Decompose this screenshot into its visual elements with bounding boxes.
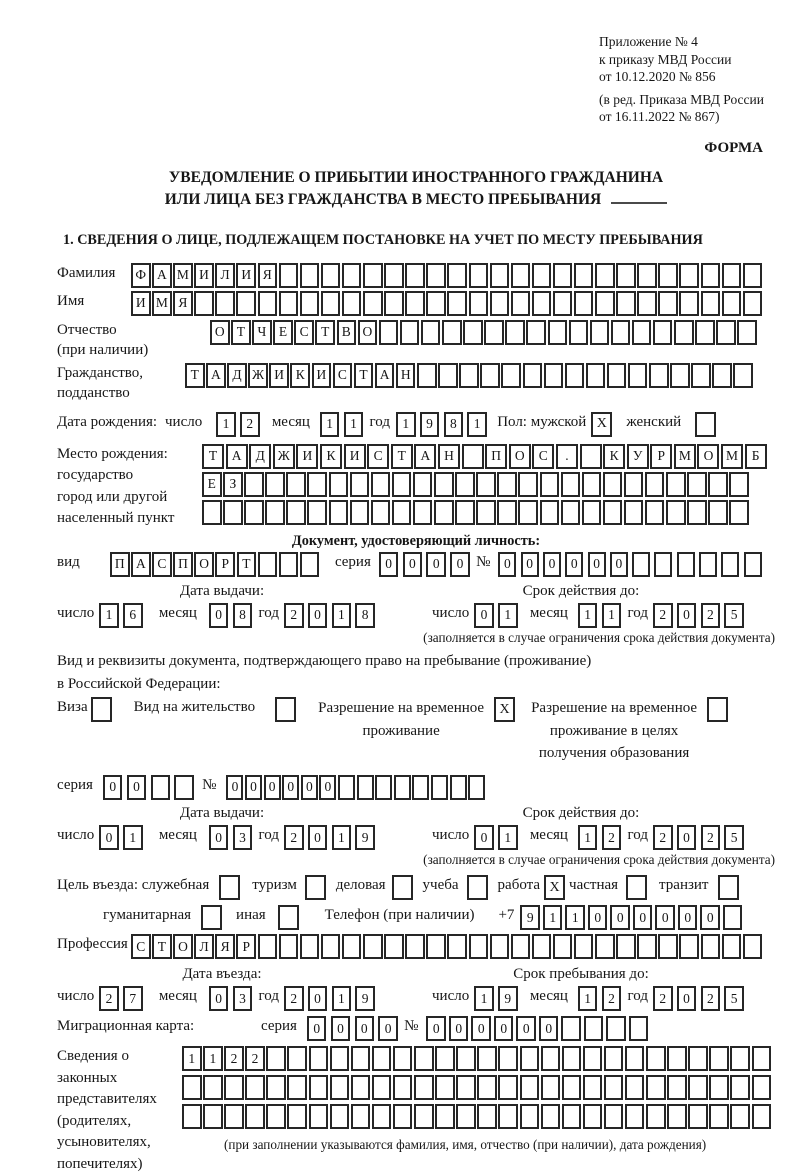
- birthplace-cells-column: [202, 444, 768, 525]
- form-title-line1: УВЕДОМЛЕНИЕ О ПРИБЫТИИ ИНОСТРАННОГО ГРАЖДАНИНА: [168, 168, 664, 186]
- visa-label: Виза: [57, 699, 88, 716]
- res-number-cells[interactable]: 0 0 0 0 0 0: [226, 775, 486, 800]
- res-valid-until-label: Срок действия до:: [522, 804, 640, 821]
- checkbox-purpose-business[interactable]: [392, 875, 413, 900]
- stay-until-col: [387, 964, 775, 1011]
- doc-valid-month-label: месяц: [529, 604, 568, 621]
- purpose-humanitarian-label: гуманитарная: [103, 907, 192, 924]
- doc-valid-day-cells[interactable]: 0 1: [474, 603, 522, 628]
- appendix-line-1: Приложение № 4: [599, 34, 698, 49]
- res-issue-date-col: [57, 803, 387, 850]
- checkbox-sex-male[interactable]: X: [591, 412, 612, 437]
- given-name-cells[interactable]: И М Я: [131, 291, 764, 316]
- legal-reps-cells-column: [182, 1046, 773, 1153]
- citizenship-label-line2: подданство: [57, 384, 130, 401]
- residence-doc-text-1: Вид и реквизиты документа, подтверждающего право на пребывание (проживание): [57, 652, 592, 669]
- birthplace-label: [57, 444, 202, 530]
- entry-dates-block: [57, 964, 775, 1011]
- entry-year-cells[interactable]: 2 0 1 9: [284, 986, 379, 1011]
- birthplace-label-line2: государство: [57, 467, 134, 484]
- entry-day-cells[interactable]: 2 7: [99, 986, 147, 1011]
- legal-reps-note: (при заполнении указываются фамилия, имя, отчество (при наличии), дата рождения): [224, 1137, 707, 1153]
- temp-residence-label-line2: проживание: [362, 722, 440, 739]
- doc-valid-month-cells[interactable]: 1 1: [578, 603, 626, 628]
- stay-until-label: Срок пребывания до:: [513, 966, 649, 983]
- legal-reps-label: [57, 1046, 182, 1175]
- entry-year-label: год: [258, 988, 279, 1005]
- field-migration-card: [57, 1016, 775, 1041]
- phone-prefix: +7: [498, 907, 515, 924]
- doc-issue-date-label: Дата выдачи:: [179, 582, 265, 599]
- res-valid-year-label: год: [627, 827, 648, 844]
- legal-reps-label-line2: законных: [57, 1069, 118, 1086]
- form-title-line2: ИЛИ ЛИЦА БЕЗ ГРАЖДАНСТВА В МЕСТО ПРЕБЫВАНИЯ: [164, 191, 602, 209]
- doc-series-label: серия: [334, 553, 371, 570]
- legal-reps-cells-row3[interactable]: [182, 1104, 773, 1129]
- mig-number-cells[interactable]: 0 0 0 0 0 0: [426, 1016, 651, 1041]
- field-identity-doc: [57, 552, 775, 577]
- form-title: [57, 167, 775, 212]
- field-purpose-extra-phone: [103, 905, 775, 930]
- doc-valid-year-cells[interactable]: 2 0 2 5: [653, 603, 748, 628]
- entry-date-row: [57, 986, 387, 1011]
- res-issue-date-row: [57, 825, 387, 850]
- legal-reps-label-line3: представителях: [57, 1091, 157, 1108]
- res-valid-until-col: [387, 803, 775, 868]
- checkbox-purpose-tourism[interactable]: [305, 875, 326, 900]
- citizenship-label: [57, 363, 185, 403]
- birth-month-cells[interactable]: 1 1: [320, 412, 368, 437]
- checkbox-purpose-other[interactable]: [278, 905, 299, 930]
- profession-label: Профессия: [57, 936, 128, 953]
- birthplace-label-line3: город или другой: [57, 488, 168, 505]
- res-dates-block: [57, 803, 775, 868]
- birth-year-cells[interactable]: 1 9 8 1: [396, 412, 491, 437]
- legal-reps-cells-row1[interactable]: 1 1 2 2: [182, 1046, 773, 1071]
- checkbox-residence-permit[interactable]: [275, 697, 296, 722]
- entry-date-col: [57, 964, 387, 1011]
- patronymic-cells[interactable]: О Т Ч Е С Т В О: [210, 320, 758, 345]
- temp-residence-edu-line3: получения образования: [538, 745, 690, 762]
- purpose-business-label: деловая: [335, 877, 386, 894]
- doc-dates-block: [57, 581, 775, 646]
- res-valid-year-cells[interactable]: 2 0 2 5: [653, 825, 748, 850]
- residence-doc-options: [57, 697, 775, 765]
- doc-valid-until-col: [387, 581, 775, 646]
- field-surname: [57, 263, 775, 288]
- phone-cells[interactable]: 9 1 1 0 0 0 0 0 0: [520, 905, 745, 930]
- stay-year-cells[interactable]: 2 0 2 5: [653, 986, 748, 1011]
- doc-number-label: №: [476, 553, 491, 570]
- appendix-block: [599, 33, 775, 126]
- citizenship-label-line1: Гражданство,: [57, 364, 144, 381]
- checkbox-purpose-humanitarian[interactable]: [201, 905, 222, 930]
- doc-series-cells[interactable]: 0 0 0 0: [379, 552, 474, 577]
- purpose-official-label: Цель въезда: служебная: [57, 877, 210, 894]
- birthplace-cells-row1[interactable]: Т А Д Ж И К И С Т А Н П О С . К У Р М О М Б: [202, 444, 768, 469]
- purpose-work-label: работа: [497, 877, 541, 894]
- field-birthplace: [57, 444, 775, 530]
- birth-day-cells[interactable]: 1 2: [216, 412, 264, 437]
- res-issue-month-cells[interactable]: 0 3: [209, 825, 257, 850]
- patronymic-label: [57, 320, 210, 360]
- field-entry-purpose: [57, 875, 775, 900]
- doc-issue-month-label: месяц: [158, 604, 197, 621]
- field-given-name: [57, 291, 775, 316]
- field-patronymic: [57, 320, 775, 360]
- patronymic-label-line1: Отчество: [57, 321, 117, 338]
- birthplace-cells-row3[interactable]: [202, 500, 768, 525]
- doc-issue-month-cells[interactable]: 0 8: [209, 603, 257, 628]
- mig-series-cells[interactable]: 0 0 0 0: [307, 1016, 402, 1041]
- appendix-line-3: от 10.12.2020 № 856: [599, 69, 716, 85]
- res-valid-month-label: месяц: [529, 827, 568, 844]
- residence-permit-label: Вид на жительство: [133, 699, 256, 716]
- stay-until-row: [432, 986, 775, 1011]
- res-issue-year-label: год: [258, 827, 279, 844]
- stay-month-cells[interactable]: 1 2: [578, 986, 626, 1011]
- stay-year-label: год: [627, 988, 648, 1005]
- forma-label: ФОРМА: [704, 139, 763, 156]
- temp-residence-label-line1: Разрешение на временное: [318, 700, 485, 717]
- purpose-tourism-label: туризм: [252, 877, 297, 894]
- doc-issue-year-label: год: [258, 604, 279, 621]
- doc-valid-until-label: Срок действия до:: [522, 582, 640, 599]
- checkbox-purpose-study[interactable]: [467, 875, 488, 900]
- field-birth-date: [57, 412, 775, 437]
- checkbox-visa[interactable]: [91, 697, 112, 722]
- res-series-label: серия: [57, 776, 93, 793]
- residence-doc-text-2: в Российской Федерации:: [57, 676, 221, 693]
- checkbox-purpose-work[interactable]: X: [544, 875, 565, 900]
- doc-issue-day-label: число: [57, 604, 95, 621]
- entry-date-label: Дата въезда:: [182, 966, 262, 983]
- purpose-other-label: иная: [236, 907, 266, 924]
- checkbox-temp-residence-edu[interactable]: [707, 697, 728, 722]
- temp-residence-edu-line1: Разрешение на временное: [531, 700, 698, 717]
- checkbox-temp-residence[interactable]: X: [494, 697, 515, 722]
- res-issue-day-label: число: [57, 827, 95, 844]
- birthplace-label-line1: Место рождения:: [57, 445, 168, 462]
- legal-reps-label-line1: Сведения о: [57, 1048, 129, 1065]
- purpose-transit-label: транзит: [659, 877, 709, 894]
- checkbox-purpose-official[interactable]: [219, 875, 240, 900]
- res-valid-day-label: число: [432, 827, 470, 844]
- doc-issue-date-row: [57, 603, 387, 628]
- checkbox-purpose-transit[interactable]: [718, 875, 739, 900]
- field-legal-representatives: [57, 1046, 775, 1175]
- sex-male-label: Пол: мужской: [497, 413, 587, 430]
- phone-label: Телефон (при наличии): [324, 907, 475, 924]
- legal-reps-cells-row2[interactable]: [182, 1075, 773, 1100]
- birthplace-label-line4: населенный пункт: [57, 510, 175, 527]
- edition-line-2: от 16.11.2022 № 867): [599, 109, 720, 125]
- section1-heading: 1. СВЕДЕНИЯ О ЛИЦЕ, ПОДЛЕЖАЩЕМ ПОСТАНОВКЕ НА УЧЕТ ПО МЕСТУ ПРЕБЫВАНИЯ: [63, 231, 703, 248]
- legal-reps-label-line5: усыновителях,: [57, 1134, 151, 1151]
- entry-day-label: число: [57, 988, 95, 1005]
- res-valid-note: (заполняется в случае ограничения срока действия документа): [423, 852, 775, 868]
- doc-kind-label: вид: [57, 553, 80, 570]
- doc-issue-date-col: [57, 581, 387, 628]
- citizenship-cells[interactable]: Т А Д Ж И К И С Т А Н: [185, 363, 755, 388]
- checkbox-sex-female[interactable]: [695, 412, 716, 437]
- mig-number-label: №: [404, 1018, 419, 1035]
- stay-day-label: число: [432, 988, 470, 1005]
- appendix-line-2: к приказу МВД России: [599, 51, 732, 67]
- doc-valid-until-row: [432, 603, 775, 628]
- purpose-private-label: частная: [569, 877, 619, 894]
- mig-series-label: серия: [261, 1018, 297, 1035]
- res-issue-year-cells[interactable]: 2 0 1 9: [284, 825, 379, 850]
- res-issue-day-cells[interactable]: 0 1: [99, 825, 147, 850]
- res-number-label: №: [202, 776, 217, 793]
- res-valid-day-cells[interactable]: 0 1: [474, 825, 522, 850]
- sex-female-label: женский: [626, 413, 682, 430]
- patronymic-label-line2: (при наличии): [57, 341, 149, 358]
- birth-day-label: число: [165, 413, 203, 430]
- identity-doc-heading: Документ, удостоверяющий личность:: [291, 532, 541, 549]
- birth-year-label: год: [369, 413, 390, 430]
- res-issue-month-label: месяц: [158, 827, 197, 844]
- doc-number-cells[interactable]: 0 0 0 0 0 0: [498, 552, 766, 577]
- legal-reps-label-line4: (родителях,: [57, 1112, 132, 1129]
- doc-valid-note: (заполняется в случае ограничения срока действия документа): [423, 629, 775, 645]
- field-res-doc-series: [57, 775, 775, 800]
- birth-date-label: Дата рождения:: [57, 413, 158, 430]
- title-blank-line: [611, 191, 667, 204]
- temp-residence-edu-label: [531, 697, 697, 765]
- field-profession: [57, 934, 775, 959]
- entry-month-label: месяц: [158, 988, 197, 1005]
- stay-month-label: месяц: [529, 988, 568, 1005]
- birthplace-cells-row2[interactable]: Е З: [202, 472, 768, 497]
- surname-label: Фамилия: [57, 264, 116, 281]
- legal-reps-label-line6: попечителях): [57, 1155, 143, 1172]
- doc-issue-year-cells[interactable]: 2 0 1 8: [284, 603, 379, 628]
- res-series-cells[interactable]: 0 0: [103, 775, 198, 800]
- profession-cells[interactable]: С Т О Л Я Р: [131, 934, 764, 959]
- temp-residence-edu-line2: проживание в целях: [549, 722, 679, 739]
- edition-line-1: (в ред. Приказа МВД России: [599, 91, 764, 107]
- doc-issue-day-cells[interactable]: 1 6: [99, 603, 147, 628]
- migration-card-label: Миграционная карта:: [57, 1018, 195, 1035]
- given-name-label: Имя: [57, 292, 85, 309]
- res-valid-until-row: [432, 825, 775, 850]
- stay-day-cells[interactable]: 1 9: [474, 986, 522, 1011]
- doc-kind-cells[interactable]: П А С П О Р Т: [110, 552, 321, 577]
- res-issue-date-label: Дата выдачи:: [179, 804, 265, 821]
- doc-valid-year-label: год: [627, 604, 648, 621]
- birth-month-label: месяц: [271, 413, 310, 430]
- doc-valid-day-label: число: [432, 604, 470, 621]
- entry-month-cells[interactable]: 0 3: [209, 986, 257, 1011]
- res-valid-month-cells[interactable]: 1 2: [578, 825, 626, 850]
- field-citizenship: [57, 363, 775, 403]
- checkbox-purpose-private[interactable]: [626, 875, 647, 900]
- surname-cells[interactable]: Ф А М И Л И Я: [131, 263, 764, 288]
- purpose-study-label: учеба: [422, 877, 459, 894]
- temp-residence-label: [318, 697, 484, 742]
- form-title-line2-wrap: [57, 189, 775, 211]
